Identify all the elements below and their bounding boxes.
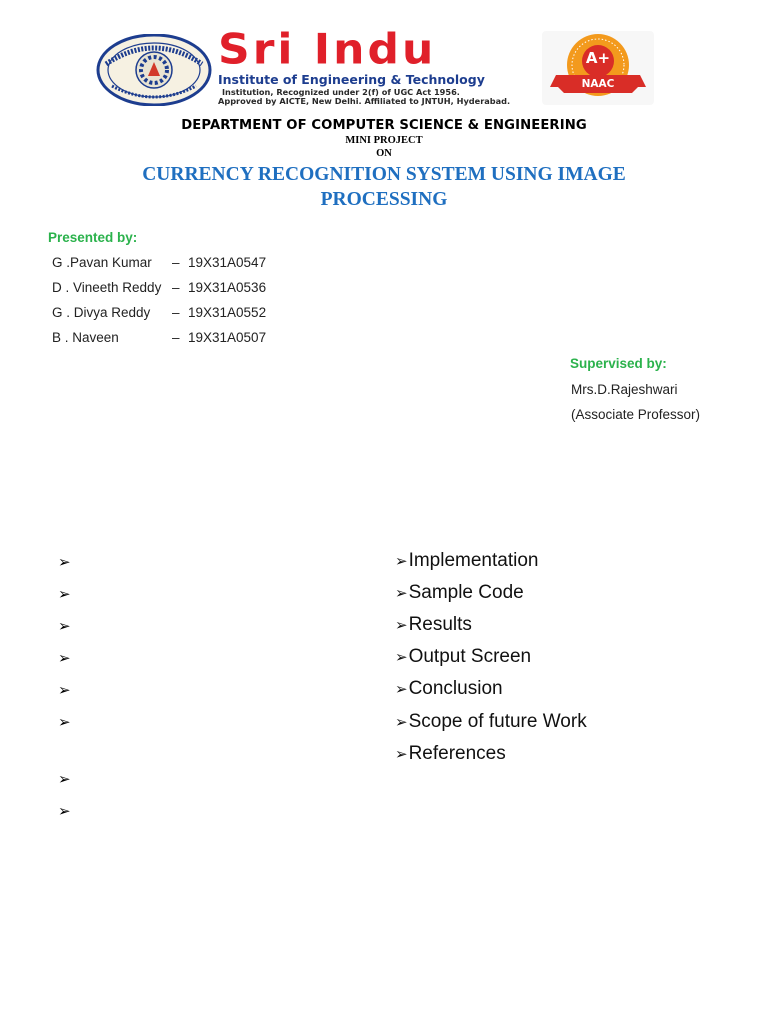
- team-member: [52, 255, 266, 270]
- bullet-arrow-icon: ➢: [395, 648, 408, 666]
- bullet-arrow-icon: ➢: [58, 585, 71, 603]
- outline-item-label: Implementation: [408, 550, 539, 571]
- bullet-arrow-icon: ➢: [58, 649, 71, 667]
- naac-label: NAAC: [581, 78, 615, 90]
- mini-project-label: MINI PROJECT: [345, 135, 423, 146]
- supervisor-name: Mrs.D.Rajeshwari: [571, 382, 678, 397]
- outline-item-label: Results: [408, 614, 472, 635]
- outline-item: [395, 614, 472, 636]
- bullet-arrow-icon: ➢: [58, 617, 71, 635]
- supervisor-title: (Associate Professor): [571, 407, 701, 422]
- naac-grade: A+: [585, 49, 611, 67]
- member-dash: –: [172, 280, 180, 295]
- project-title-line-1: CURRENCY RECOGNITION SYSTEM USING IMAGE: [142, 164, 626, 185]
- outline-item: [395, 550, 538, 572]
- bullet-arrow-icon: ➢: [58, 713, 71, 731]
- bullet-arrow-icon: ➢: [395, 680, 408, 698]
- college-seal-logo: [96, 34, 212, 106]
- bullet-arrow-icon: ➢: [395, 616, 408, 634]
- member-name: B . Naveen: [52, 330, 119, 345]
- outline-item-label: Conclusion: [408, 678, 503, 699]
- naac-badge: [542, 31, 654, 105]
- on-label: ON: [376, 148, 392, 159]
- supervised-by-label: Supervised by:: [570, 356, 667, 371]
- member-roll: 19X31A0507: [188, 330, 267, 345]
- team-member: [52, 330, 266, 345]
- bullet-arrow-icon: ➢: [58, 553, 71, 571]
- bullet-arrow-icon: ➢: [395, 745, 408, 763]
- team-member: [52, 305, 266, 320]
- project-title-line-2: PROCESSING: [320, 189, 448, 210]
- outline-item-label: References: [408, 743, 506, 764]
- member-roll: 19X31A0536: [188, 280, 267, 295]
- team-member: [52, 280, 266, 295]
- outline-item-label: Output Screen: [408, 646, 532, 667]
- member-roll: 19X31A0547: [188, 255, 267, 270]
- institute-recognition-line: Institution, Recognized under 2(f) of UGC Act 1956.: [222, 87, 460, 97]
- bullet-arrow-icon: ➢: [58, 770, 71, 788]
- member-roll: 19X31A0552: [188, 305, 267, 320]
- bullet-arrow-icon: ➢: [58, 802, 71, 820]
- outline-item-label: Sample Code: [408, 582, 524, 603]
- bullet-arrow-icon: ➢: [58, 681, 71, 699]
- member-dash: –: [172, 255, 180, 270]
- bullet-arrow-icon: ➢: [395, 584, 408, 602]
- outline-item: [395, 743, 506, 765]
- outline-item: [395, 678, 503, 700]
- member-dash: –: [172, 330, 180, 345]
- bullet-arrow-icon: ➢: [395, 713, 408, 731]
- outline-item: [395, 646, 531, 668]
- presented-by-label: Presented by:: [48, 230, 138, 245]
- bullet-arrow-icon: ➢: [395, 552, 408, 570]
- outline-item: [395, 582, 524, 604]
- member-name: D . Vineeth Reddy: [52, 280, 162, 295]
- outline-item: [395, 711, 587, 733]
- institute-name-block: [212, 25, 544, 108]
- member-dash: –: [172, 305, 180, 320]
- institute-affiliation-line: Approved by AICTE, New Delhi. Affiliated to JNTUH, Hyderabad.: [218, 96, 511, 106]
- member-name: G . Divya Reddy: [52, 305, 151, 320]
- outline-item-label: Scope of future Work: [408, 711, 587, 732]
- member-name: G .Pavan Kumar: [52, 255, 152, 270]
- department-heading: DEPARTMENT OF COMPUTER SCIENCE & ENGINEERING: [181, 118, 587, 133]
- institute-brand-name: Sri Indu: [218, 25, 437, 74]
- institute-tagline: Institute of Engineering & Technology: [218, 72, 485, 87]
- project-title: [0, 162, 768, 212]
